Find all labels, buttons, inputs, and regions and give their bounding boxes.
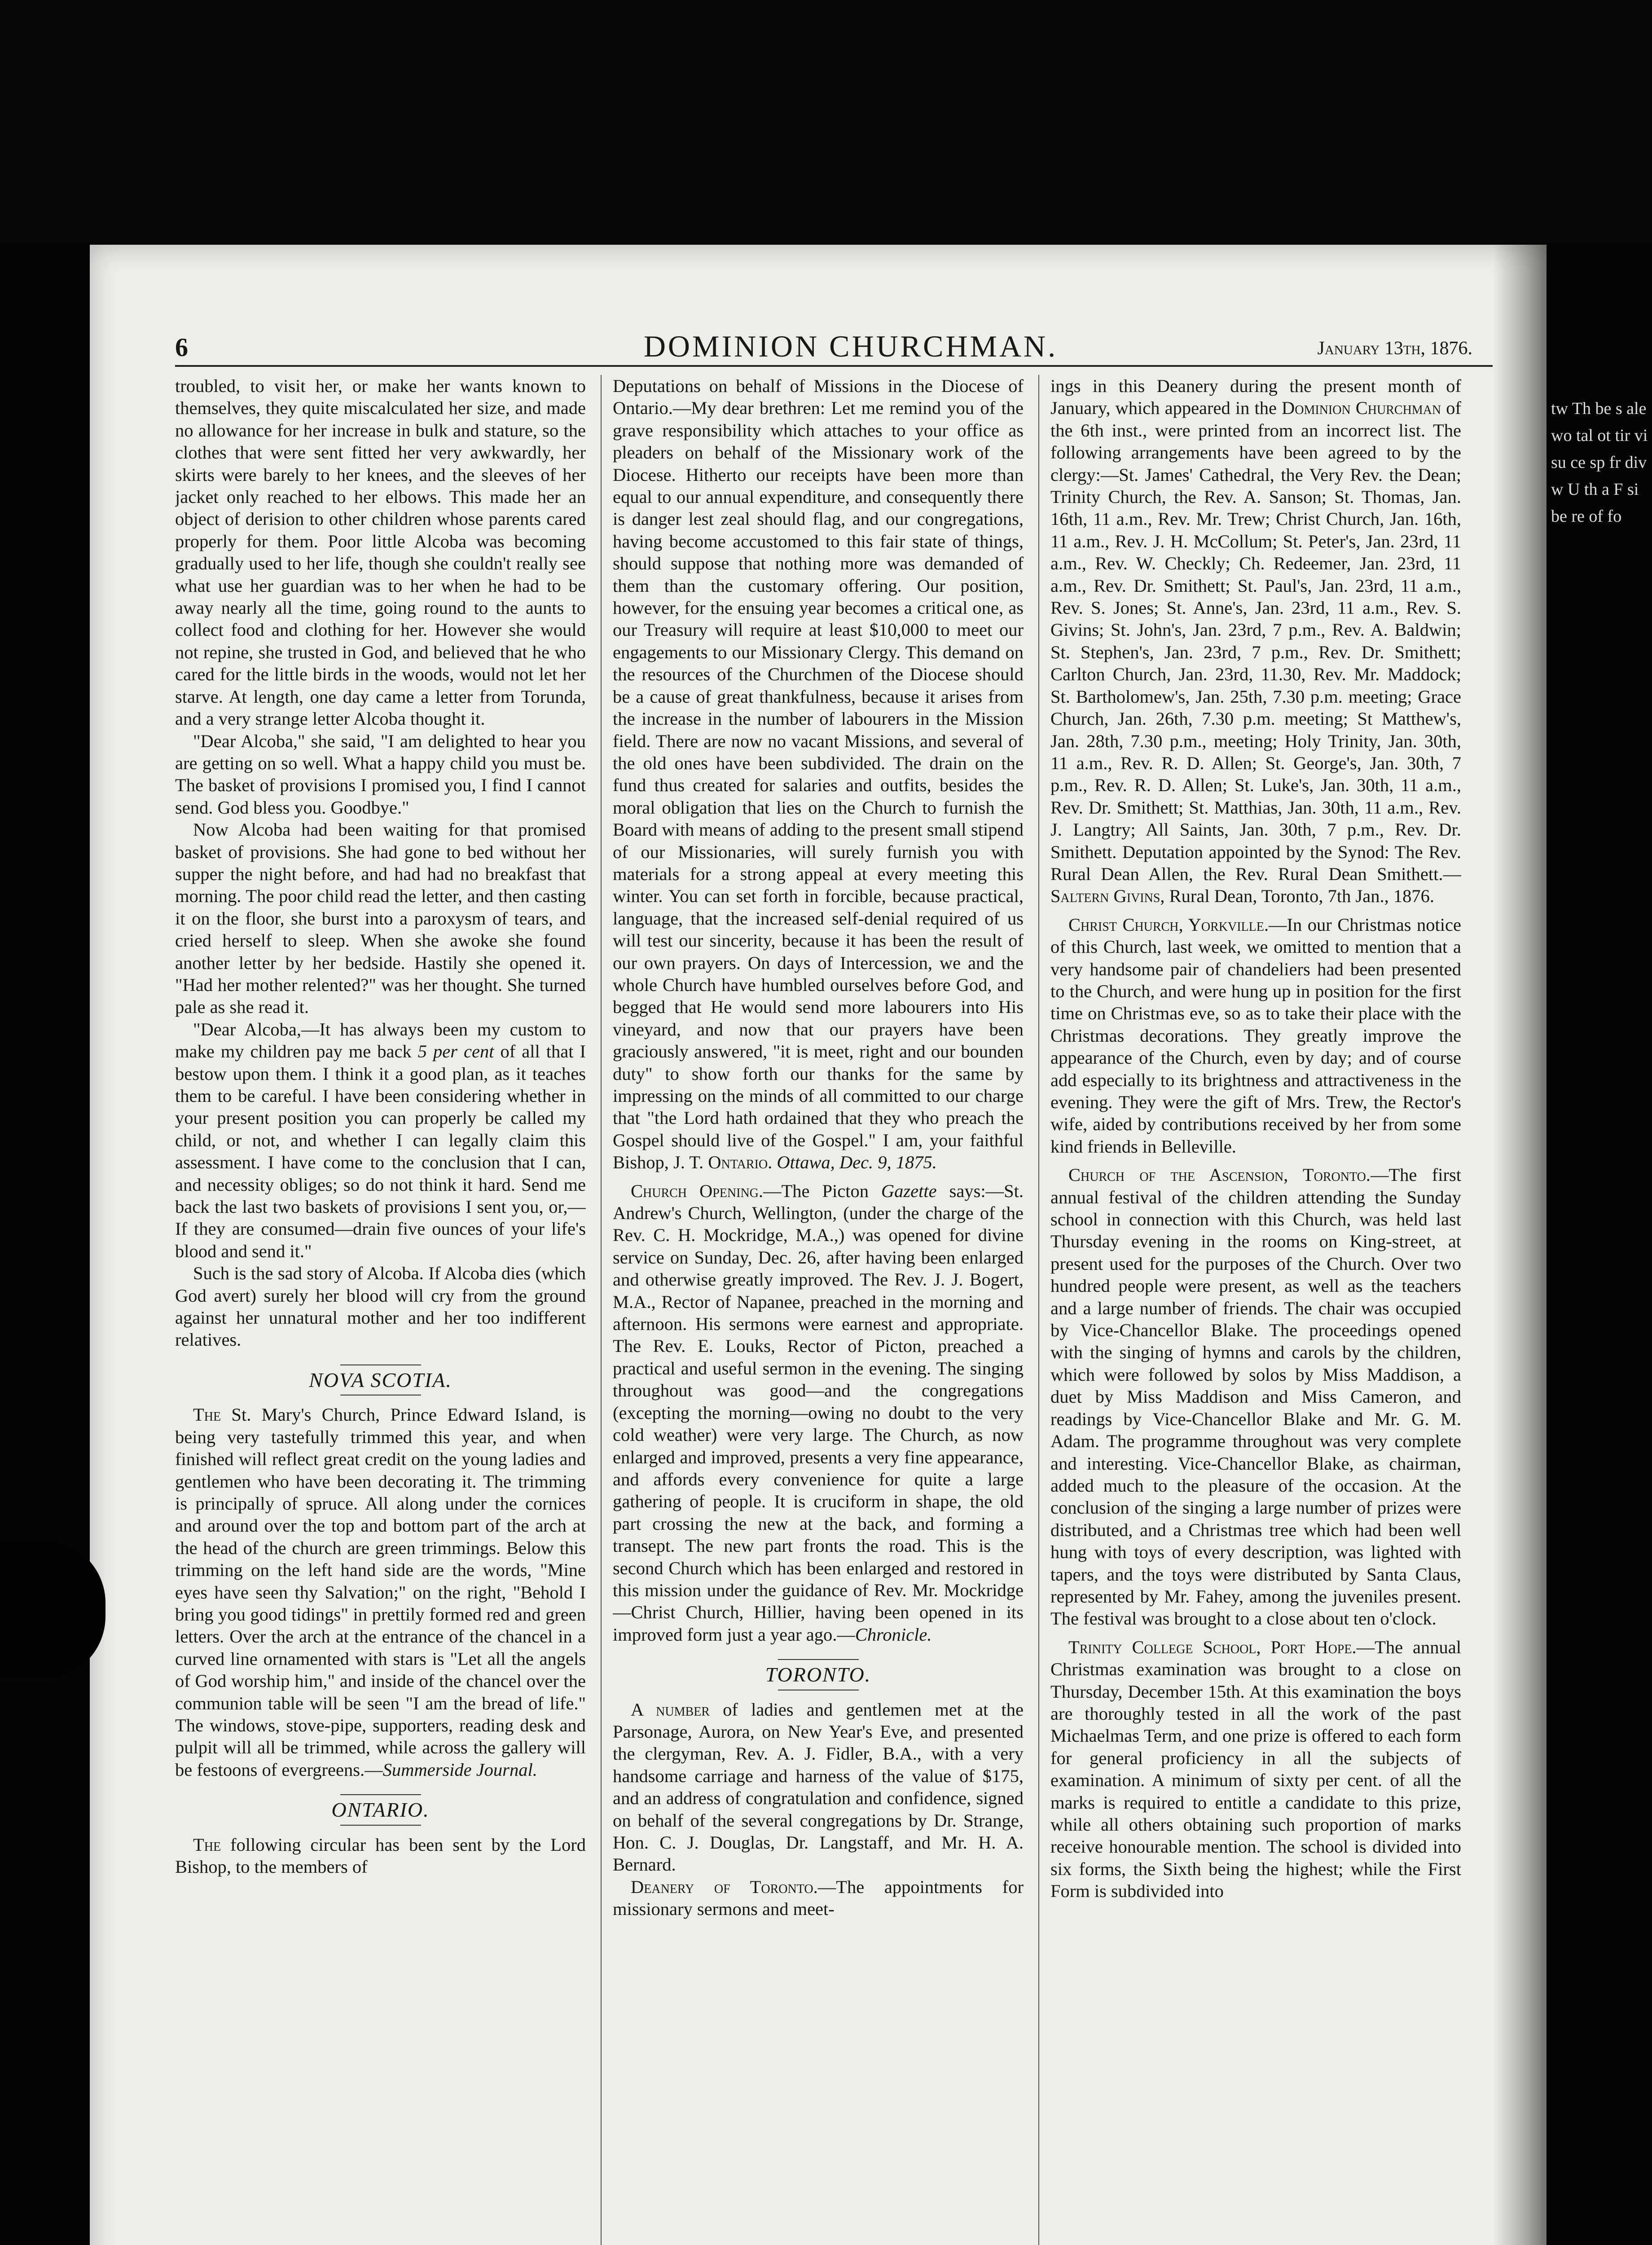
text-run: of all that I bestow upon them. I think it a good plan, as it teaches them to be careful. I have been considering whether in your present position you can properly be called my child, or not, and whether I can legally claim this assessment. I have come to the conclusion that I can, and necessity obliges; so do not think it hard. Send me back the last two baskets of provisions I sent you, or,—If they are consumed—drain five ounces of your life's blood and send it." <box>175 1041 586 1261</box>
paragraph <box>175 1018 586 1262</box>
column-divider-2 <box>1038 375 1039 2245</box>
masthead <box>175 323 1526 366</box>
text-run: following circular has been sent by the Lord Bishop, to the members of <box>175 1834 586 1877</box>
section-heading-nova-scotia: NOVA SCOTIA. <box>175 1365 586 1395</box>
paragraph <box>1050 1164 1461 1630</box>
paragraph <box>1050 914 1461 1158</box>
publication-ref: Dominion Churchman <box>1282 398 1441 418</box>
paragraph: Such is the sad story of Alcoba. If Alcoba dies (which God avert) surely her blood will cry from the ground against her unnatural mother and her too indifferent relatives. <box>175 1263 586 1350</box>
text-run: of ladies and gentlemen met at the Parsonage, Aurora, on New Year's Eve, and presented the clergyman, Rev. A. J. Fidler, B.A., with a very handsome carriage and harness of the value of $175, and an address of congratulation and confidence, signed on behalf of the several congregations by Dr. Strange, Hon. C. J. Douglas, Dr. Langstaff, and Mr. H. A. Bernard. <box>613 1699 1024 1875</box>
text-run: St. Mary's Church, Prince Edward Island, is being very tastefully trimmed this year, and when finished will reflect great credit on the young ladies and gentlemen who have been decorating it. The trimming is principally of spruce. All along under the cornices and around over the top and bottom part of the arch at the head of the church are green trimmings. Below this trimming on the left hand side are the words, "Mine eyes have seen thy Salvation;" on the right, "Behold I bring you good tidings" in prettily formed red and green letters. Over the arch at the entrance of the chancel in a curved line ornamented with stars is "Let all the angels of God worship him," and inside of the chancel over the communion table will be seen "I am the bread of life." The windows, stove-pipe, supporters, reading desk and pulpit will all be trimmed, while across the gallery will be festoons of evergreens.— <box>175 1404 586 1780</box>
paragraph <box>613 1876 1024 1920</box>
publication-title: DOMINION CHURCHMAN. <box>643 329 1058 363</box>
newspaper-page <box>90 245 1547 2245</box>
source-credit: Chronicle. <box>855 1624 932 1645</box>
paragraph: troubled, to visit her, or make her wants known to themselves, they quite miscalculated her size, and made no allowance for her increase in bulk and stature, so the clothes that were sent fitted her very awkwardly, her skirts were barely to her knees, and the sleeves of her jacket only reached to her elbows. This made her an object of derision to other children whose parents cared properly for them. Poor little Alcoba was becoming gradually used to her life, though she couldn't really see what use her guardian was to her when he had to be away nearly all the time, going round to the aunts to collect food and clothing for her. However she would not repine, she trusted in God, and believed that he who cared for the little birds in the woods, would not let her starve. At length, one day came a letter from Torunda, and a very strange letter Alcoba thought it. <box>175 376 586 729</box>
text-run: of the 6th inst., were printed from an incorrect list. The following arrangements have been agreed to by the clergy:—St. James' Cathedral, the Very Rev. the Dean; Trinity Church, the Rev. A. Sanson; St. Thomas, Jan. 16th, 11 a.m., Rev. Mr. Trew; Christ Church, Jan. 16th, 11 a.m., Rev. J. H. McCollum; St. Peter's, Jan. 23rd, 11 a.m., Rev. W. Checkly; Ch. Redeemer, Jan. 23rd, 11 a.m., Rev. Dr. Smithett; St. Paul's, Jan. 23rd, 11 a.m., Rev. S. Jones; St. Anne's, Jan. 23rd, 11 a.m., Rev. S. Givins; St. John's, Jan. 23rd, 7 p.m., Rev. A. Baldwin; St. Stephen's, Jan. 23rd, 7 p.m., Rev. Dr. Smithett; Carlton Church, Jan. 23rd, 11.30, Rev. Mr. Maddock; St. Bartholomew's, Jan. 25th, 7.30 p.m. meeting; Grace Church, Jan. 26th, 7.30 p.m. meeting; St Matthew's, Jan. 28th, 7.30 p.m., meeting; Holy Trinity, Jan. 30th, 11 a.m., Rev. R. D. Allen; St. George's, Jan. 30th, 7 p.m., Rev. R. D. Allen; St. Luke's, Jan. 30th, 11 a.m., Rev. Dr. Smithett; St. Matthias, Jan. 30th, 11 a.m., Rev. J. Langtry; All Saints, Jan. 30th, 7 p.m., Rev. Dr. Smithett. Deputation appointed by the Synod: The Rev. Rural Dean Allen, the Rev. Rural Dean Smithett.— <box>1050 398 1461 884</box>
adjacent-page-fringe: tw Th be s ale wo tal ot tir vi su ce sp fr div w U th a F si be re of fo <box>1551 399 1648 526</box>
lead-word: The <box>193 1834 221 1855</box>
paragraph <box>175 1404 586 1781</box>
column-2 <box>613 375 1024 2245</box>
issue-date: January 13th, 1876. <box>1317 338 1472 359</box>
item-lead: Trinity College School, Port Hope. <box>1068 1637 1357 1657</box>
text-run: Deputations on behalf of Missions in the Diocese of Ontario.—My dear brethren: Let me remind you of the grave responsibility which attaches to your office as pleaders on behalf of the Missionary work of the Diocese. Hitherto our receipts have been more than equal to our annual expenditure, and consequently there is danger lest zeal should flag, and our congregations, having become accustomed to this fair state of things, should suppose that nothing more was demanded of them than the customary offering. Our position, however, for the ensuing year becomes a critical one, as our Treasury will require at least $10,000 to meet our engagements to our Missionary Clergy. This demand on the resources of the Churchmen of the Diocese should be a cause of great thankfulness, because it arises from the increase in the number of labourers in the Mission field. There are now no vacant Missions, and several of the old ones have been subdivided. The drain on the fund thus created for salaries and outfits, besides the moral obligation that lies on the Church to furnish the Board with means of adding to the present small stipend of our Missionaries, will surely furnish you with materials for a strong appeal at every meeting this winter. You can set forth in forcible, because practical, language, that the increased self-denial required of us will test our sincerity, because it has been the result of our own prayers. On days of Intercession, we and the whole Church have humbled ourselves before God, and begged that He would send more labourers into His vineyard, and now that our prayers have been graciously answered, "it is meet, right and our bounden duty" to show forth our thanks for the same by impressing on the minds of all committed to our charge that "the Lord hath ordained that they who preach the Gospel should live of the Gospel." I am, your faithful Bishop, J. T. <box>613 376 1024 1173</box>
text-run: says:—St. Andrew's Church, Wellington, (under the charge of the Rev. C. H. Mockridge, M.A.,) was opened for divine service on Sunday, Dec. 26, after having been enlarged and otherwise greatly improved. The Rev. J. J. Bogert, M.A., Rector of Napanee, preached in the morning and afternoon. His sermons were earnest and appropriate. The Rev. E. Louks, Rector of Picton, preached a practical and useful sermon in the evening. The singing throughout was good—and the congregations (excepting the morning—owing no doubt to the very cold weather) were very large. The Church, as now enlarged and improved, presents a very fine appearance, and affords every convenience for quite a large gathering of people. It is cruciform in shape, the old part crossing the new at the back, and forming a transept. The new part fronts the road. This is the second Church which has been enlarged and restored in this mission under the guidance of Rev. Mr. Mockridge—Christ Church, Hillier, having been opened in its improved form just a year ago.— <box>613 1180 1024 1645</box>
italic-text: Gazette <box>881 1180 937 1201</box>
item-lead: Church Opening. <box>631 1180 764 1201</box>
text-run: —The first annual festival of the children attending the Sunday school in connection with this Church, was held last Thursday evening in the rooms on King-street, at present used for the purposes of the Church. Over two hundred people were present, as well as the teachers and a large number of friends. The chair was occupied by Vice-Chancellor Blake. The proceedings opened with the singing of hymns and carols by the children, which were followed by solos by Miss Maddison, a duet by Miss Maddison and Miss Cameron, and readings by Vice-Chancellor Blake and Mr. G. M. Adam. The programme throughout was very complete and interesting. Vice-Chancellor Blake, as chairman, added much to the pleasure of the occasion. At the conclusion of the singing a large number of prizes were distributed, and a Christmas tree which had been well hung with toys of every description, was lighted with tapers, and the toys were distributed by Santa Claus, represented by Mr. Fahey, among the juveniles present. The festival was brought to a close about ten o'clock. <box>1050 1165 1461 1629</box>
paragraph <box>1050 1636 1461 1902</box>
text-run: "Dear Alcoba,—It has always been my custom to make my children pay me back <box>175 1019 586 1062</box>
column-1 <box>175 375 586 2245</box>
text-run: , Rural Dean, Toronto, 7th Jan., 1876. <box>1160 886 1435 907</box>
paragraph: "Dear Alcoba," she said, "I am delighted to hear you are getting on so well. What a happy child you must be. The basket of provisions I promised you, I find I cannot send. God bless you. Goodbye." <box>175 731 586 818</box>
item-lead: Deanery of Toronto. <box>631 1876 818 1897</box>
text-run: ings in this Deanery during the present month of January, which appeared in the <box>1050 376 1461 418</box>
paragraph <box>175 1834 586 1878</box>
paragraph <box>1050 375 1461 907</box>
section-heading-ontario: ONTARIO. <box>175 1794 586 1825</box>
page-number: 6 <box>175 333 188 362</box>
text-run: —The Picton <box>763 1180 881 1201</box>
column-divider-1 <box>601 375 602 2245</box>
paragraph <box>613 375 1024 1174</box>
column-3 <box>1050 375 1461 2245</box>
source-credit: Summerside Journal. <box>382 1759 537 1780</box>
text-run: —The annual Christmas examination was brought to a close on Thursday, December 15th. At this examination the boys are thoroughly tested in all the work of the past Michaelmas Term, and one prize is offered to each form for general proficiency in all the subjects of examination. A minimum of sixty per cent. of all the marks is required to entitle a candidate to this prize, while all others obtaining such proportion of marks receive honourable mention. The school is divided into six forms, the Sixth being the highest; while the First Form is subdivided into <box>1050 1637 1461 1902</box>
item-lead: Christ Church, Yorkville. <box>1068 914 1269 935</box>
text-run: —The appointments for missionary sermons and meet- <box>613 1876 1024 1919</box>
scan-top-border <box>0 0 1652 242</box>
paragraph <box>613 1180 1024 1646</box>
lead-word: A number <box>631 1699 710 1720</box>
signature: Ontario. <box>708 1152 773 1173</box>
dateline: Ottawa, Dec. 9, 1875. <box>777 1152 937 1173</box>
text-run: —In our Christmas notice of this Church, last week, we omitted to mention that a very handsome pair of chandeliers had been presented to the Church, and were hung up in position for the first time on Christmas eve, so as to take their place with the Christmas decorations. They greatly improve the appearance of the Church, even by day; and of course add especially to its brightness and attractiveness in the evening. They were the gift of Mrs. Trew, the Rector's wife, aided by contributions received by her from some kind friends in Belleville. <box>1050 914 1461 1157</box>
signature: Saltern Givins <box>1050 886 1160 907</box>
paragraph: Now Alcoba had been waiting for that promised basket of provisions. She had gone to bed without her supper the night before, and had had no breakfast that morning. The poor child read the letter, and then casting it on the floor, she burst into a paroxysm of tears, and cried herself to sleep. When she awoke she found another letter by her bedside. Hastily she opened it. "Had her mother relented?" was her thought. She turned pale as she read it. <box>175 819 586 1017</box>
section-heading-toronto: TORONTO. <box>613 1659 1024 1690</box>
item-lead: Church of the Ascension, Toronto. <box>1068 1165 1371 1185</box>
header-rule <box>175 365 1493 367</box>
paragraph <box>613 1699 1024 1876</box>
italic-text: 5 per cent <box>417 1041 494 1062</box>
lead-word: The <box>193 1404 221 1425</box>
